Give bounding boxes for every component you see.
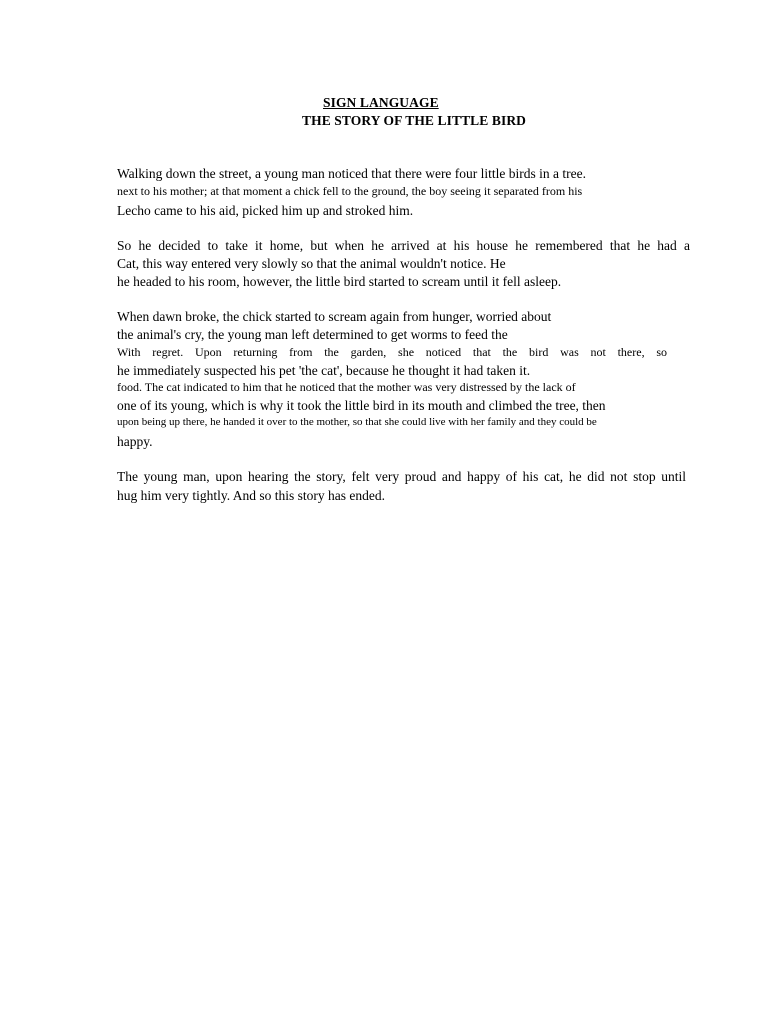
document-title: SIGN LANGUAGE xyxy=(323,95,439,110)
text-line-13: upon being up there, he handed it over to the mother, so that she could live with her family and they could be xyxy=(117,416,597,428)
text-line-8: the animal's cry, the young man left determined to get worms to feed the xyxy=(117,327,508,342)
text-line-1: Walking down the street, a young man noticed that there were four little birds in a tree. xyxy=(117,166,587,181)
document-subtitle: THE STORY OF THE LITTLE BIRD xyxy=(302,113,527,128)
text-line-16: hug him very tightly. And so this story has ended. xyxy=(117,488,385,503)
text-line-7: When dawn broke, the chick started to scream again from hunger, worried about xyxy=(117,309,552,324)
text-line-6: he headed to his room, however, the little bird started to scream until it fell asleep. xyxy=(117,274,562,289)
text-line-10: he immediately suspected his pet 'the cat', because he thought it had taken it. xyxy=(117,363,531,378)
text-line-12: one of its young, which is why it took the little bird in its mouth and climbed the tree, then xyxy=(117,398,606,413)
text-line-4: So he decided to take it home, but when he arrived at his house he remembered that he had a xyxy=(117,238,690,253)
text-line-2: next to his mother; at that moment a chick fell to the ground, the boy seeing it separated from his xyxy=(117,184,583,198)
text-line-3: Lecho came to his aid, picked him up and stroked him. xyxy=(117,203,414,218)
text-line-15: The young man, upon hearing the story, felt very proud and happy of his cat, he did not stop until xyxy=(117,469,686,484)
text-line-9: With regret. Upon returning from the garden, she noticed that the bird was not there, so xyxy=(117,345,667,359)
text-line-14: happy. xyxy=(117,434,153,449)
text-line-11: food. The cat indicated to him that he noticed that the mother was very distressed by the lack of xyxy=(117,380,576,394)
text-line-5: Cat, this way entered very slowly so that the animal wouldn't notice. He xyxy=(117,256,506,271)
